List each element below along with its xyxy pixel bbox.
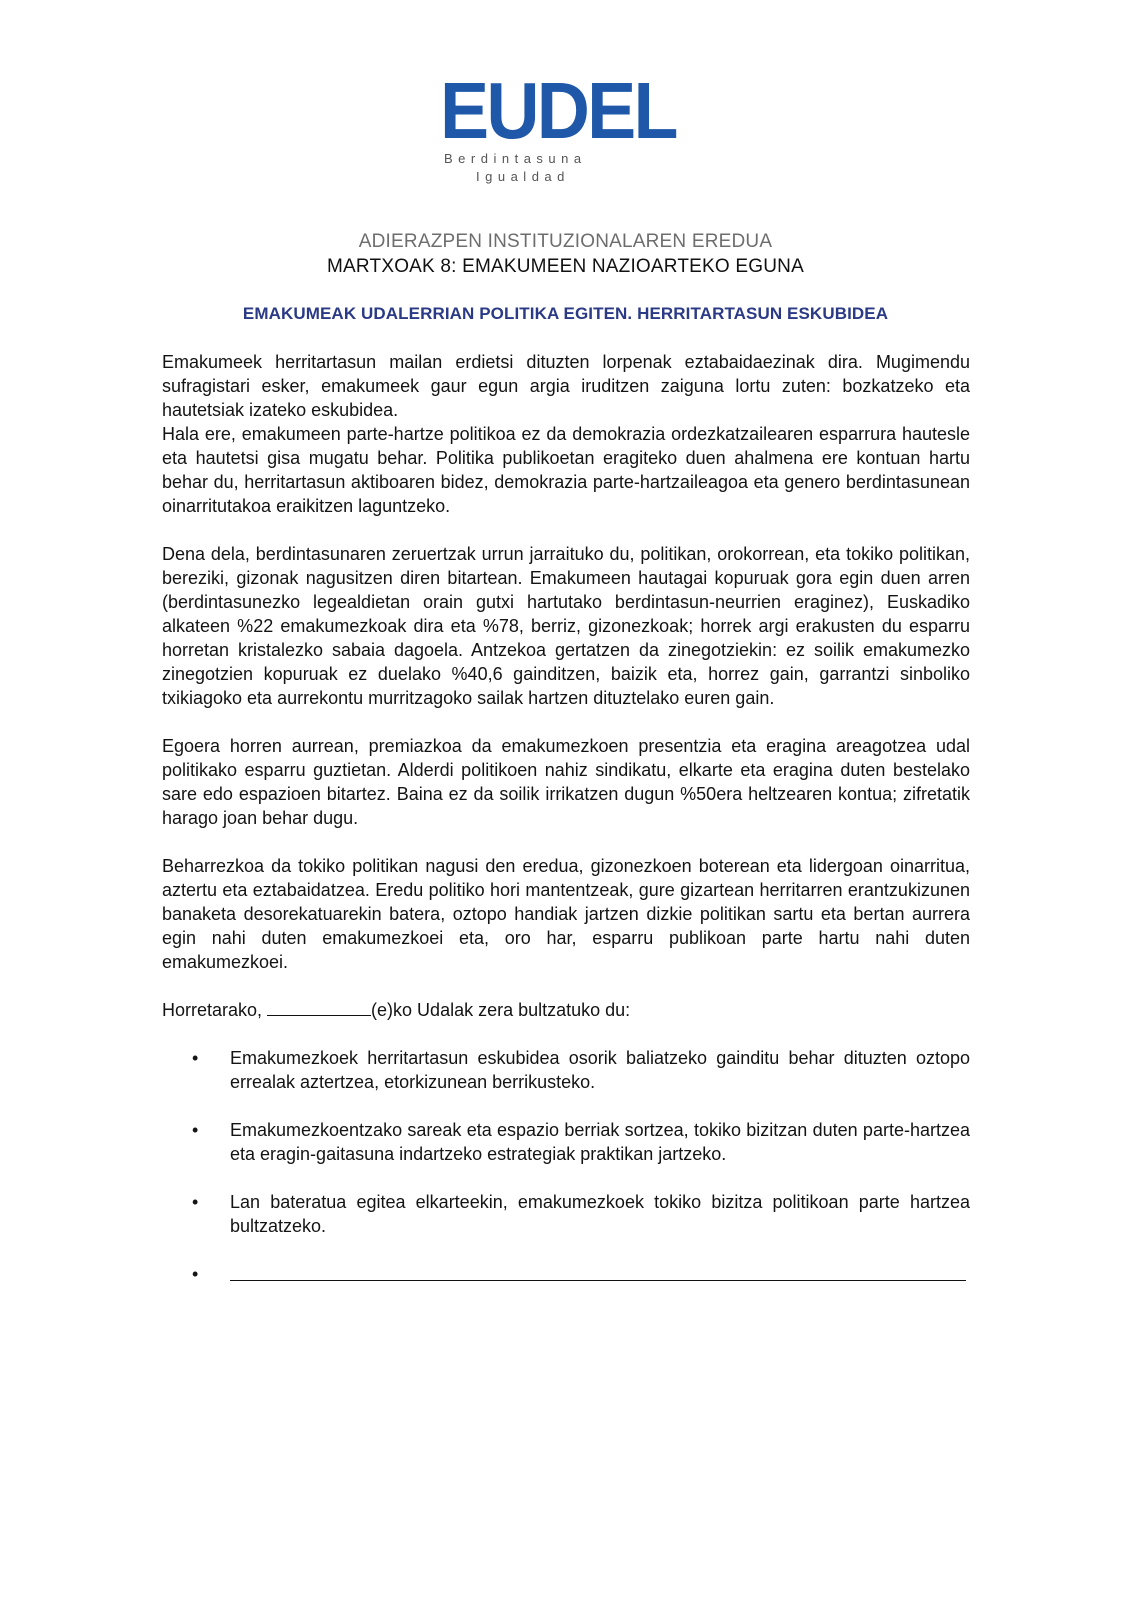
- document-title-line1: ADIERAZPEN INSTITUZIONALAREN EREDUA: [358, 231, 773, 252]
- list-item: [162, 1118, 970, 1166]
- paragraph-5: Beharrezkoa da tokiko politikan nagusi den eredua, gizonezkoen boterean eta lidergoan oinarritua, aztertu eta eztabaidatzea. Eredu politiko hori mantentzeak, gure gizartean herritarren erantzukizunen banaketa desorekatuarekin batera, oztopo handiak jartzen dizkie politikan sartu eta bertan aurrera egin nahi duten emakumezkoei eta, oro har, esparru publikoan parte hartu nahi duten emakumezkoei.: [162, 856, 970, 972]
- paragraph-4: Egoera horren aurrean, premiazkoa da emakumezkoen presentzia eta eragina areagotzea udal politikako esparru guztietan. Alderdi politikoen nahiz sindikatu, elkarte eta eragina duten bestelako sare edo espazioen bitartez. Baina ez da soilik irrikatzen dugun %50era heltzearen kontua; zifretatik harago joan behar dugu.: [162, 736, 970, 828]
- logo-subtitle-igualdad: Igualdad: [476, 169, 570, 184]
- list-item-text: Emakumezkoek herritartasun eskubidea osorik baliatzeko gainditu behar dituzten oztopo errealak aztertzea, etorkizunean berrikusteko.: [230, 1048, 970, 1092]
- blank-fill-line: [230, 1262, 966, 1281]
- document-title-line2: MARTXOAK 8: EMAKUMEEN NAZIOARTEKO EGUNA: [327, 256, 804, 277]
- document-body: [162, 350, 970, 1305]
- paragraph-2: Hala ere, emakumeen parte-hartze politikoa ez da demokrazia ordezkatzailearen esparrura hautesle eta hautetsi gisa mugatu behar. Politika publikoetan eragiteko duen ahalmena ere kontuan hartu behar du, herritartasun aktiboaren bidez, demokrazia parte-hartzaileagoa eta genero berdintasunean oinarritutakoa eraikitzen laguntzeko.: [162, 424, 970, 516]
- eudel-logo: [440, 66, 676, 186]
- logo-subtitle-berdintasuna: Berdintasuna: [444, 151, 587, 166]
- list-item-text: Lan bateratua egitea elkarteekin, emakumezkoek tokiko bizitza politikoan parte hartzea bultzatzeko.: [230, 1192, 970, 1236]
- list-item: [162, 1046, 970, 1094]
- paragraph-6-tail: (e)ko Udalak zera bultzatuko du:: [371, 1000, 631, 1020]
- paragraph-1: Emakumeek herritartasun mailan erdietsi dituzten lorpenak eztabaidaezinak dira. Mugimendu sufragistari esker, emakumeek gaur egun argia iruditzen zaiguna lortu zuten: bozkatzeko eta hautetsiak izateko eskubidea.: [162, 352, 970, 420]
- bullet-icon: •: [192, 1192, 199, 1212]
- paragraph-6: [162, 998, 970, 1022]
- measures-list: [162, 1046, 970, 1284]
- paragraph-6-lead: Horretarako,: [162, 1000, 268, 1020]
- bullet-icon: •: [192, 1264, 199, 1284]
- bullet-icon: •: [192, 1120, 199, 1140]
- list-item-text: Emakumezkoentzako sareak eta espazio berriak sortzea, tokiko bizitzan duten parte-hartzea eta eragin-gaitasuna indartzeko estrategiak praktikan jartzeko.: [230, 1120, 970, 1164]
- paragraph-3: Dena dela, berdintasunaren zeruertzak urrun jarraituko du, politikan, orokorrean, eta tokiko politikan, bereziki, gizonak nagusitzen diren bitartean. Emakumeen hautagai kopuruak gora egin duen arren (berdintasunezko legealdietan orain gutxi hartutako berdintasun-neurrien eraginez), Euskadiko alkateen %22 emakumezkoak dira eta %78, berriz, gizonezkoak; horrek argi erakusten du esparru horretan kristalezko sabaia dagoela. Antzekoa gertatzen da zinegotziekin: ez soilik emakumezko zinegotzien kopuruak ez duelako %40,6 gainditzen, baizik eta, horrez gain, garrantzi sinboliko txikiagoko eta aurrekontu murritzagoko sailak hartzen dituztelako euren gain.: [162, 544, 970, 708]
- document-subtitle: EMAKUMEAK UDALERRIAN POLITIKA EGITEN. HERRITARTASUN ESKUBIDEA: [242, 304, 889, 323]
- municipality-blank: [267, 999, 371, 1016]
- list-item: [162, 1190, 970, 1238]
- list-item-blank: [162, 1262, 970, 1284]
- bullet-icon: •: [192, 1048, 199, 1068]
- logo-wordmark: EUDEL: [440, 66, 676, 155]
